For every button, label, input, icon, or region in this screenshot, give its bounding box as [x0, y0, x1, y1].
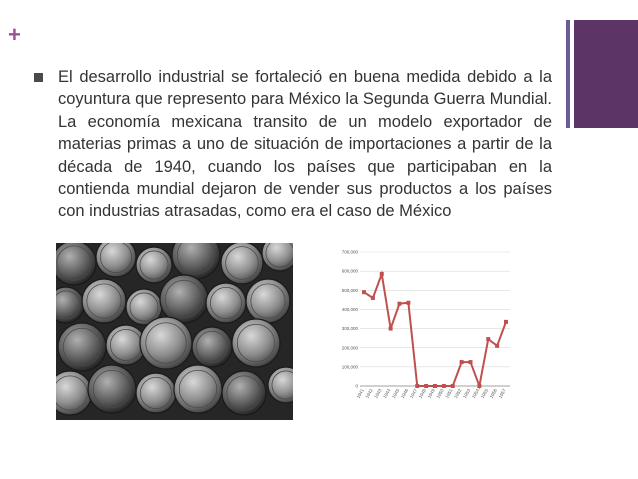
coin — [160, 275, 208, 323]
x-tick-label: 1944 — [382, 388, 392, 400]
data-point — [424, 384, 428, 388]
x-tick-label: 1946 — [399, 388, 410, 400]
y-tick-label: 400,000 — [341, 307, 358, 313]
y-tick-label: 600,000 — [341, 268, 358, 274]
coin — [56, 243, 96, 285]
coin — [136, 247, 172, 283]
coin — [192, 327, 232, 367]
data-point — [406, 301, 410, 305]
data-point — [433, 384, 437, 388]
data-point — [469, 360, 473, 364]
plus-icon: + — [8, 22, 21, 47]
coin — [206, 283, 246, 323]
data-point — [415, 384, 419, 388]
data-point — [398, 302, 402, 306]
x-tick-label: 1957 — [497, 388, 507, 400]
data-point — [477, 384, 481, 388]
data-point — [495, 344, 499, 348]
y-tick-label: 100,000 — [341, 364, 358, 370]
coin — [222, 371, 266, 415]
coin — [58, 323, 106, 371]
coins-illustration — [56, 243, 293, 420]
x-tick-label: 1948 — [417, 388, 427, 400]
y-tick-label: 700,000 — [341, 249, 358, 255]
y-tick-label: 300,000 — [341, 326, 358, 332]
data-point — [371, 296, 375, 300]
x-tick-label: 1945 — [391, 388, 401, 400]
data-point — [442, 384, 446, 388]
data-point — [486, 337, 490, 341]
coin — [246, 279, 290, 323]
bullet-text: El desarrollo industrial se fortaleció en buena medida debido a la coyuntura que represento para México la Segunda Guerra Mundial. La economía mexicana transito de un modelo exportador de materias primas a uno de situación de importaciones a partir de la década de 1940, cuando los países que participaban en la contienda mundial dejaron de vender sus productos a los países con industrias atrasadas, como era el caso de México — [58, 68, 552, 221]
x-tick-label: 1943 — [373, 388, 383, 400]
x-tick-label: 1951 — [444, 388, 454, 400]
y-tick-label: 500,000 — [341, 287, 358, 293]
coin — [88, 365, 136, 413]
data-point — [389, 327, 393, 331]
y-tick-label: 200,000 — [341, 345, 358, 351]
square-bullet-icon — [34, 73, 43, 82]
data-point — [460, 360, 464, 364]
data-point — [504, 320, 508, 324]
x-tick-label: 1956 — [488, 388, 498, 400]
data-point — [362, 290, 366, 294]
x-tick-label: 1950 — [435, 388, 445, 400]
chart — [334, 246, 516, 404]
data-point — [451, 384, 455, 388]
coin — [96, 243, 136, 277]
coin — [82, 279, 126, 323]
x-tick-label: 1953 — [462, 388, 472, 400]
x-tick-label: 1952 — [453, 388, 463, 400]
coin — [136, 373, 176, 413]
coin — [232, 319, 280, 367]
coin — [140, 317, 192, 369]
x-tick-label: 1954 — [470, 388, 481, 400]
x-tick-label: 1955 — [479, 388, 490, 400]
coins-photo — [56, 243, 293, 420]
coin — [221, 243, 263, 284]
x-tick-label: 1947 — [408, 388, 419, 400]
data-point — [380, 272, 384, 276]
bullet-item — [34, 66, 552, 223]
y-tick-label: 0 — [355, 383, 358, 389]
accent-bar-wide — [574, 20, 638, 128]
x-tick-label: 1941 — [355, 388, 365, 400]
line-chart — [334, 246, 516, 404]
x-tick-label: 1949 — [426, 388, 436, 400]
x-tick-label: 1942 — [364, 388, 374, 400]
coin — [174, 365, 222, 413]
